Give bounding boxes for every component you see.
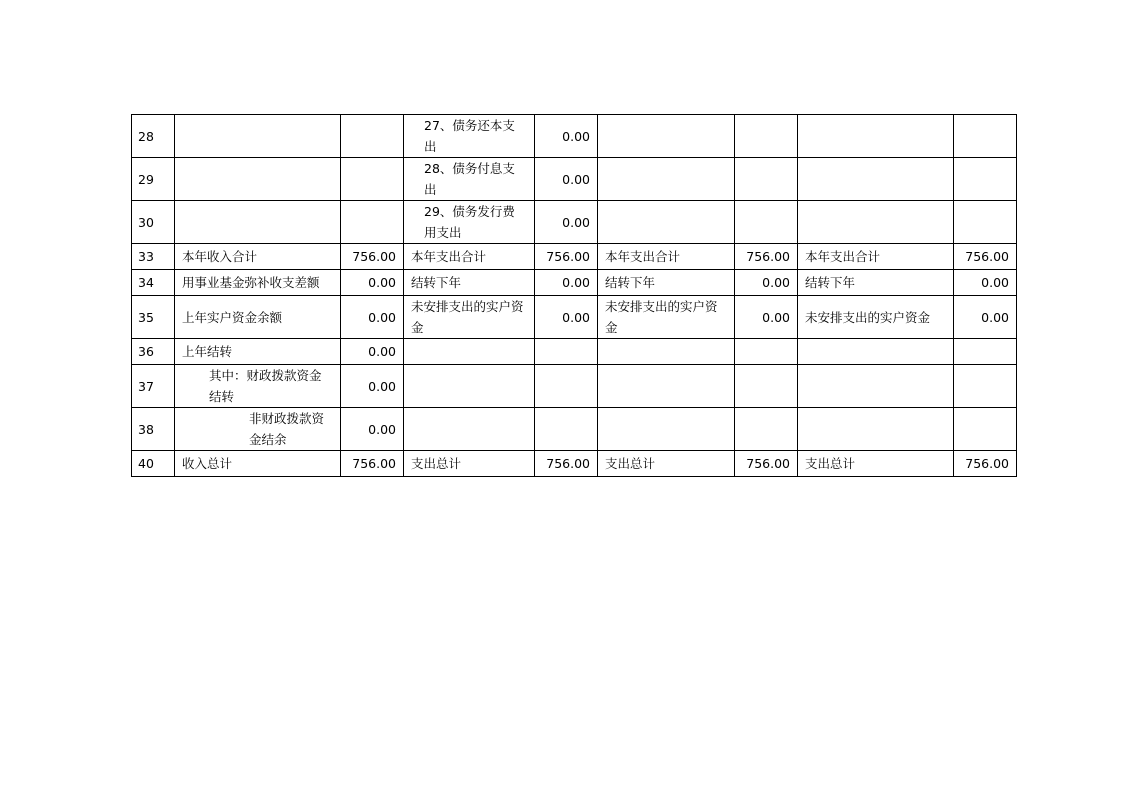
expense-item-cell: 结转下年 xyxy=(404,270,535,296)
expense-amount-cell-2: 0.00 xyxy=(735,270,798,296)
expense-item-cell-2: 结转下年 xyxy=(598,270,735,296)
expense-item-cell-3: 本年支出合计 xyxy=(798,244,954,270)
table-row xyxy=(132,115,1017,158)
expense-amount-cell-2 xyxy=(735,115,798,158)
income-amount-cell xyxy=(341,201,404,244)
row-number: 29 xyxy=(132,158,175,201)
expense-amount-cell: 756.00 xyxy=(535,451,598,477)
table-row xyxy=(132,270,1017,296)
expense-amount-cell-2: 756.00 xyxy=(735,451,798,477)
expense-amount-cell-3: 756.00 xyxy=(954,244,1017,270)
expense-amount-cell-3 xyxy=(954,339,1017,365)
income-amount-cell xyxy=(341,158,404,201)
income-amount-cell: 0.00 xyxy=(341,365,404,408)
expense-item-cell: 27、债务还本支出 xyxy=(404,115,535,158)
budget-summary-table xyxy=(131,114,1017,477)
income-item-cell: 本年收入合计 xyxy=(175,244,341,270)
expense-amount-cell-3 xyxy=(954,201,1017,244)
expense-item-cell-2: 未安排支出的实户资金 xyxy=(598,296,735,339)
expense-item-cell-3: 未安排支出的实户资金 xyxy=(798,296,954,339)
expense-amount-cell xyxy=(535,365,598,408)
table-row xyxy=(132,365,1017,408)
expense-item-cell: 29、债务发行费用支出 xyxy=(404,201,535,244)
expense-item-cell-2 xyxy=(598,339,735,365)
income-item-cell: 用事业基金弥补收支差额 xyxy=(175,270,341,296)
income-amount-cell: 756.00 xyxy=(341,244,404,270)
expense-amount-cell-3 xyxy=(954,115,1017,158)
expense-amount-cell-3 xyxy=(954,408,1017,451)
expense-amount-cell-2: 756.00 xyxy=(735,244,798,270)
table-row xyxy=(132,244,1017,270)
expense-item-cell-2 xyxy=(598,158,735,201)
row-number: 35 xyxy=(132,296,175,339)
table-row xyxy=(132,158,1017,201)
expense-amount-cell: 0.00 xyxy=(535,270,598,296)
expense-item-cell-2 xyxy=(598,408,735,451)
expense-amount-cell: 756.00 xyxy=(535,244,598,270)
income-amount-cell: 0.00 xyxy=(341,270,404,296)
expense-item-cell: 支出总计 xyxy=(404,451,535,477)
expense-amount-cell-3: 756.00 xyxy=(954,451,1017,477)
row-number: 37 xyxy=(132,365,175,408)
expense-amount-cell: 0.00 xyxy=(535,296,598,339)
expense-amount-cell: 0.00 xyxy=(535,201,598,244)
expense-item-cell: 28、债务付息支出 xyxy=(404,158,535,201)
expense-amount-cell-2: 0.00 xyxy=(735,296,798,339)
expense-item-cell-3: 支出总计 xyxy=(798,451,954,477)
expense-amount-cell xyxy=(535,339,598,365)
table-row xyxy=(132,339,1017,365)
income-item-cell: 收入总计 xyxy=(175,451,341,477)
expense-item-cell xyxy=(404,365,535,408)
expense-amount-cell-2 xyxy=(735,158,798,201)
expense-item-cell-2: 支出总计 xyxy=(598,451,735,477)
row-number: 33 xyxy=(132,244,175,270)
expense-amount-cell-3: 0.00 xyxy=(954,270,1017,296)
expense-item-cell xyxy=(404,408,535,451)
expense-item-cell-3 xyxy=(798,339,954,365)
expense-amount-cell-2 xyxy=(735,408,798,451)
expense-item-cell: 未安排支出的实户资金 xyxy=(404,296,535,339)
income-item-cell: 上年结转 xyxy=(175,339,341,365)
expense-amount-cell-3 xyxy=(954,158,1017,201)
income-item-cell xyxy=(175,158,341,201)
expense-amount-cell-2 xyxy=(735,339,798,365)
expense-amount-cell xyxy=(535,408,598,451)
expense-item-cell-2 xyxy=(598,201,735,244)
row-number: 38 xyxy=(132,408,175,451)
row-number: 34 xyxy=(132,270,175,296)
expense-amount-cell-2 xyxy=(735,201,798,244)
expense-item-cell-2: 本年支出合计 xyxy=(598,244,735,270)
expense-amount-cell-2 xyxy=(735,365,798,408)
table-row xyxy=(132,296,1017,339)
expense-amount-cell-3 xyxy=(954,365,1017,408)
income-amount-cell: 756.00 xyxy=(341,451,404,477)
expense-item-cell-3 xyxy=(798,115,954,158)
expense-item-cell-3 xyxy=(798,158,954,201)
income-amount-cell: 0.00 xyxy=(341,296,404,339)
income-item-cell: 其中：财政拨款资金结转 xyxy=(175,365,341,408)
income-item-cell xyxy=(175,115,341,158)
expense-amount-cell: 0.00 xyxy=(535,158,598,201)
table-row xyxy=(132,201,1017,244)
row-number: 36 xyxy=(132,339,175,365)
expense-item-cell-3 xyxy=(798,365,954,408)
income-item-cell xyxy=(175,201,341,244)
row-number: 30 xyxy=(132,201,175,244)
expense-amount-cell-3: 0.00 xyxy=(954,296,1017,339)
expense-item-cell-3: 结转下年 xyxy=(798,270,954,296)
expense-item-cell-2 xyxy=(598,115,735,158)
income-amount-cell: 0.00 xyxy=(341,339,404,365)
income-item-cell: 非财政拨款资金结余 xyxy=(175,408,341,451)
expense-item-cell-3 xyxy=(798,201,954,244)
expense-item-cell-2 xyxy=(598,365,735,408)
income-amount-cell xyxy=(341,115,404,158)
income-amount-cell: 0.00 xyxy=(341,408,404,451)
table-row xyxy=(132,408,1017,451)
row-number: 40 xyxy=(132,451,175,477)
expense-amount-cell: 0.00 xyxy=(535,115,598,158)
expense-item-cell-3 xyxy=(798,408,954,451)
income-item-cell: 上年实户资金余额 xyxy=(175,296,341,339)
expense-item-cell: 本年支出合计 xyxy=(404,244,535,270)
table-row xyxy=(132,451,1017,477)
expense-item-cell xyxy=(404,339,535,365)
row-number: 28 xyxy=(132,115,175,158)
